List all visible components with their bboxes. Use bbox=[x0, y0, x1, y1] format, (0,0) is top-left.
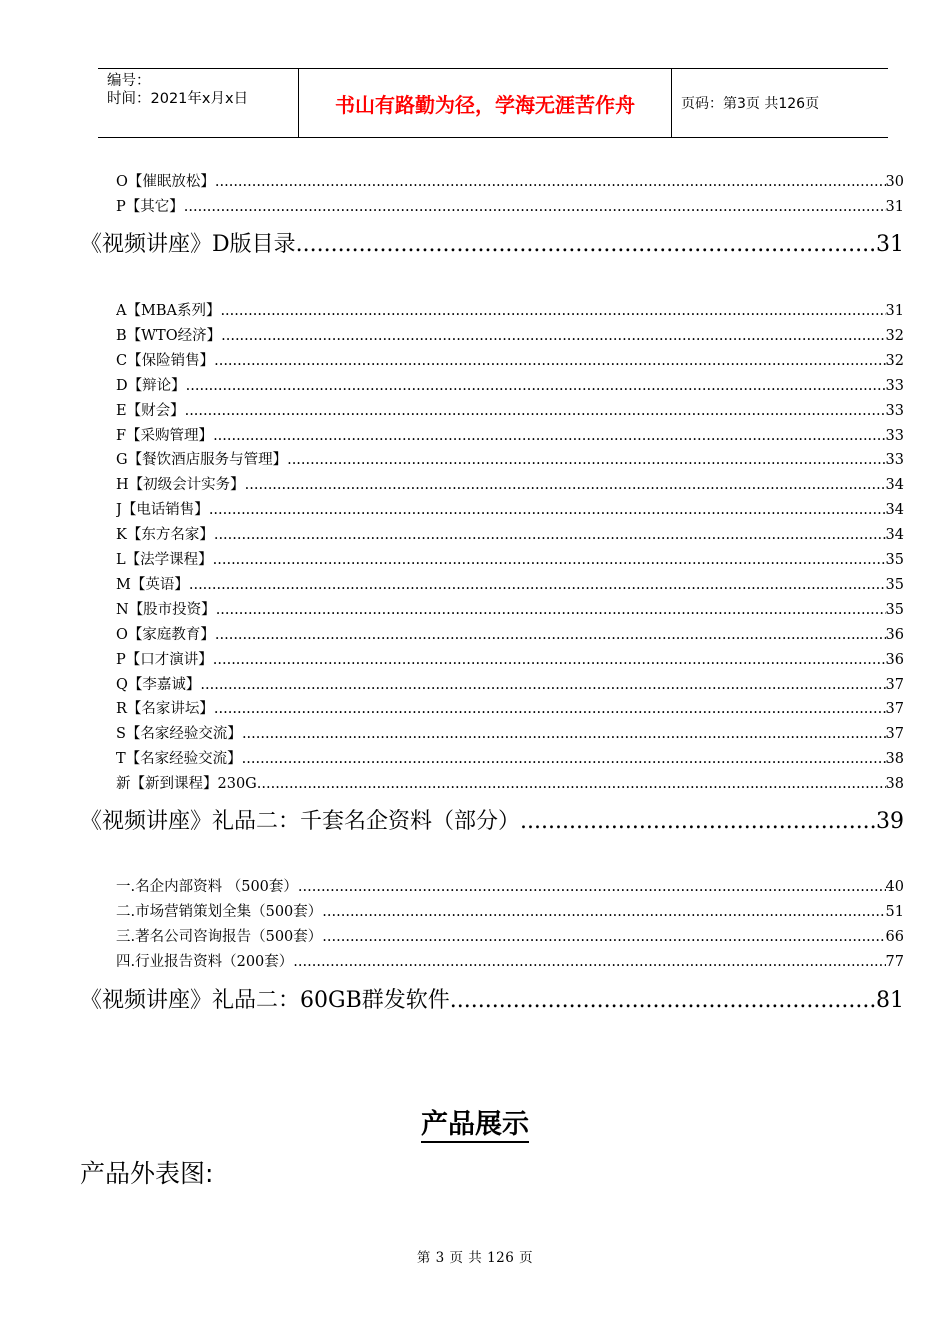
toc-leader-dots bbox=[186, 378, 886, 394]
toc-entry-label: A【MBA系列】 bbox=[116, 303, 221, 319]
toc-leader-dots bbox=[242, 726, 886, 742]
toc-entry[interactable] bbox=[116, 598, 904, 618]
toc-entry-page: 31 bbox=[876, 232, 904, 257]
header-page-info: 页码：第3页 共126页 bbox=[681, 96, 820, 112]
toc-entry[interactable] bbox=[116, 697, 904, 717]
number-label: 编号： bbox=[107, 73, 151, 89]
toc-leader-dots bbox=[209, 502, 886, 518]
toc-leader-dots bbox=[213, 652, 886, 668]
toc-leader-dots bbox=[214, 701, 886, 717]
toc-entry-page: 31 bbox=[885, 303, 904, 319]
toc-entry-page: 37 bbox=[885, 726, 904, 743]
toc-entry-page: 32 bbox=[885, 327, 904, 344]
toc-leader-dots bbox=[450, 988, 876, 1013]
toc-entry[interactable] bbox=[116, 623, 904, 643]
toc-entry-label: 四.行业报告资料（200套） bbox=[116, 953, 294, 970]
toc-entry-page: 38 bbox=[885, 751, 904, 768]
toc-leader-dots bbox=[216, 602, 886, 618]
toc-entry[interactable] bbox=[116, 648, 904, 668]
toc-entry-page: 36 bbox=[885, 651, 904, 668]
toc-leader-dots bbox=[213, 552, 886, 568]
toc-leader-dots bbox=[214, 353, 885, 369]
toc-entry-page: 39 bbox=[876, 809, 904, 834]
header-meta bbox=[98, 69, 299, 137]
toc-entry-label: 新【新到课程】230G bbox=[116, 776, 257, 793]
toc-leader-dots bbox=[520, 809, 876, 834]
toc-entry-page: 37 bbox=[885, 701, 904, 718]
toc-entry[interactable] bbox=[116, 324, 904, 344]
toc-leader-dots bbox=[293, 954, 885, 970]
toc-entry-label: C【保险销售】 bbox=[116, 352, 215, 369]
toc-entry-label: O【催眠放松】 bbox=[116, 174, 215, 190]
toc-entry-page: 33 bbox=[885, 452, 904, 469]
toc-entry-label: G【餐饮酒店服务与管理】 bbox=[116, 452, 288, 469]
toc-entry-page: 34 bbox=[885, 477, 904, 494]
toc-leader-dots bbox=[220, 303, 885, 319]
toc-section-heading[interactable] bbox=[80, 983, 904, 1013]
toc-entry-label: R【名家讲坛】 bbox=[116, 701, 214, 718]
toc-entry-label: 《视频讲座》礼品二：千套名企资料（部分） bbox=[80, 809, 521, 834]
toc-entry-page: 32 bbox=[885, 352, 904, 369]
toc-entry-page: 33 bbox=[885, 402, 904, 419]
toc-entry[interactable] bbox=[116, 448, 904, 468]
toc-entry[interactable] bbox=[116, 950, 904, 970]
toc-entry-label: O【家庭教育】 bbox=[116, 626, 215, 643]
toc-entry[interactable] bbox=[116, 925, 904, 945]
toc-entry-label: T【名家经验交流】 bbox=[116, 751, 242, 768]
toc-entry-label: D【辩论】 bbox=[116, 377, 186, 394]
time-label: 时间：2021年x月x日 bbox=[107, 91, 249, 107]
toc-leader-dots bbox=[298, 879, 886, 895]
toc-leader-dots bbox=[322, 904, 885, 920]
toc-entry-page: 35 bbox=[885, 601, 904, 618]
toc-entry-page: 34 bbox=[885, 502, 904, 519]
toc-entry-label: F【采购管理】 bbox=[116, 427, 214, 444]
toc-entry[interactable] bbox=[116, 299, 904, 319]
toc-entry-page: 77 bbox=[885, 953, 904, 970]
toc-entry-label: N【股市投资】 bbox=[116, 601, 216, 618]
toc-entry-page: 34 bbox=[885, 527, 904, 544]
toc-entry[interactable] bbox=[116, 673, 904, 693]
toc-leader-dots bbox=[245, 477, 886, 493]
product-subtitle: 产品外表图: bbox=[80, 1159, 214, 1188]
toc-entry-label: P【口才演讲】 bbox=[116, 651, 213, 668]
toc-entry[interactable] bbox=[116, 772, 904, 792]
toc-entry[interactable] bbox=[116, 349, 904, 369]
toc-entry[interactable] bbox=[116, 399, 904, 419]
toc-entry[interactable] bbox=[116, 747, 904, 767]
toc-entry[interactable] bbox=[116, 900, 904, 920]
toc-entry-page: 31 bbox=[885, 199, 904, 215]
toc-leader-dots bbox=[242, 751, 886, 767]
toc-entry-page: 66 bbox=[885, 928, 904, 945]
toc-entry-label: K【东方名家】 bbox=[116, 527, 214, 544]
toc-leader-dots bbox=[213, 428, 885, 444]
toc-entry[interactable] bbox=[116, 548, 904, 568]
toc-entry[interactable] bbox=[116, 473, 904, 493]
page-footer: 第 3 页 共 126 页 bbox=[416, 1250, 534, 1266]
toc-entry-label: E【财会】 bbox=[116, 402, 185, 419]
toc-leader-dots bbox=[322, 929, 885, 945]
toc-leader-dots bbox=[189, 577, 886, 593]
toc-entry[interactable] bbox=[116, 573, 904, 593]
toc-leader-dots bbox=[287, 452, 885, 468]
toc-leader-dots bbox=[185, 403, 886, 419]
motto: 书山有路勤为径，学海无涯苦作舟 bbox=[299, 69, 672, 137]
page-header bbox=[98, 68, 888, 138]
toc-entry-label: P【其它】 bbox=[116, 199, 184, 215]
toc-entry-label: J【电话销售】 bbox=[116, 502, 209, 519]
toc-entry-label: H【初级会计实务】 bbox=[116, 477, 245, 494]
toc-entry-page: 35 bbox=[885, 552, 904, 568]
toc-entry[interactable] bbox=[116, 424, 904, 444]
toc-entry-label: M【英语】 bbox=[116, 576, 189, 593]
toc-leader-dots bbox=[215, 174, 886, 190]
toc-entry[interactable] bbox=[116, 195, 904, 215]
toc-entry-label: 《视频讲座》D版目录 bbox=[80, 232, 296, 257]
toc-entry[interactable] bbox=[116, 498, 904, 518]
toc-entry-label: L【法学课程】 bbox=[116, 552, 213, 568]
toc-entry-page: 33 bbox=[885, 427, 904, 444]
toc-leader-dots bbox=[257, 776, 886, 792]
toc-entry[interactable] bbox=[116, 523, 904, 543]
toc-entry[interactable] bbox=[116, 374, 904, 394]
toc-entry[interactable] bbox=[116, 875, 904, 895]
product-section-title bbox=[0, 1102, 950, 1141]
toc-entry-page: 33 bbox=[885, 377, 904, 394]
toc-leader-dots bbox=[214, 527, 886, 543]
toc-leader-dots bbox=[296, 232, 876, 257]
toc-leader-dots bbox=[221, 328, 885, 344]
toc-entry-label: S【名家经验交流】 bbox=[116, 726, 242, 743]
toc-entry-page: 38 bbox=[885, 776, 904, 793]
toc-entry-page: 35 bbox=[885, 576, 904, 593]
toc-section-heading[interactable] bbox=[80, 804, 904, 834]
toc-entry-label: 三.著名公司咨询报告（500套） bbox=[116, 928, 323, 945]
toc-entry-page: 51 bbox=[885, 903, 904, 920]
toc-entry[interactable] bbox=[116, 722, 904, 742]
toc-leader-dots bbox=[184, 199, 886, 215]
toc-entry-label: B【WTO经济】 bbox=[116, 327, 222, 344]
toc-entry-page: 37 bbox=[885, 676, 904, 693]
toc-entry-label: 二.市场营销策划全集（500套） bbox=[116, 903, 323, 920]
product-title-text: 产品展示 bbox=[421, 1109, 529, 1143]
toc-leader-dots bbox=[215, 627, 886, 643]
toc-entry[interactable] bbox=[116, 170, 904, 190]
toc-entry-page: 36 bbox=[885, 626, 904, 643]
toc-entry-label: 一.名企内部资料 （500套） bbox=[116, 879, 298, 895]
toc-leader-dots bbox=[200, 677, 885, 693]
toc-entry-page: 30 bbox=[885, 174, 904, 190]
toc-section-heading[interactable] bbox=[80, 227, 904, 257]
toc-entry-page: 40 bbox=[885, 879, 904, 895]
toc-entry-label: 《视频讲座》礼品二：60GB群发软件 bbox=[80, 988, 450, 1013]
toc-entry-label: Q【李嘉诚】 bbox=[116, 676, 201, 693]
toc-entry-page: 81 bbox=[876, 988, 904, 1013]
